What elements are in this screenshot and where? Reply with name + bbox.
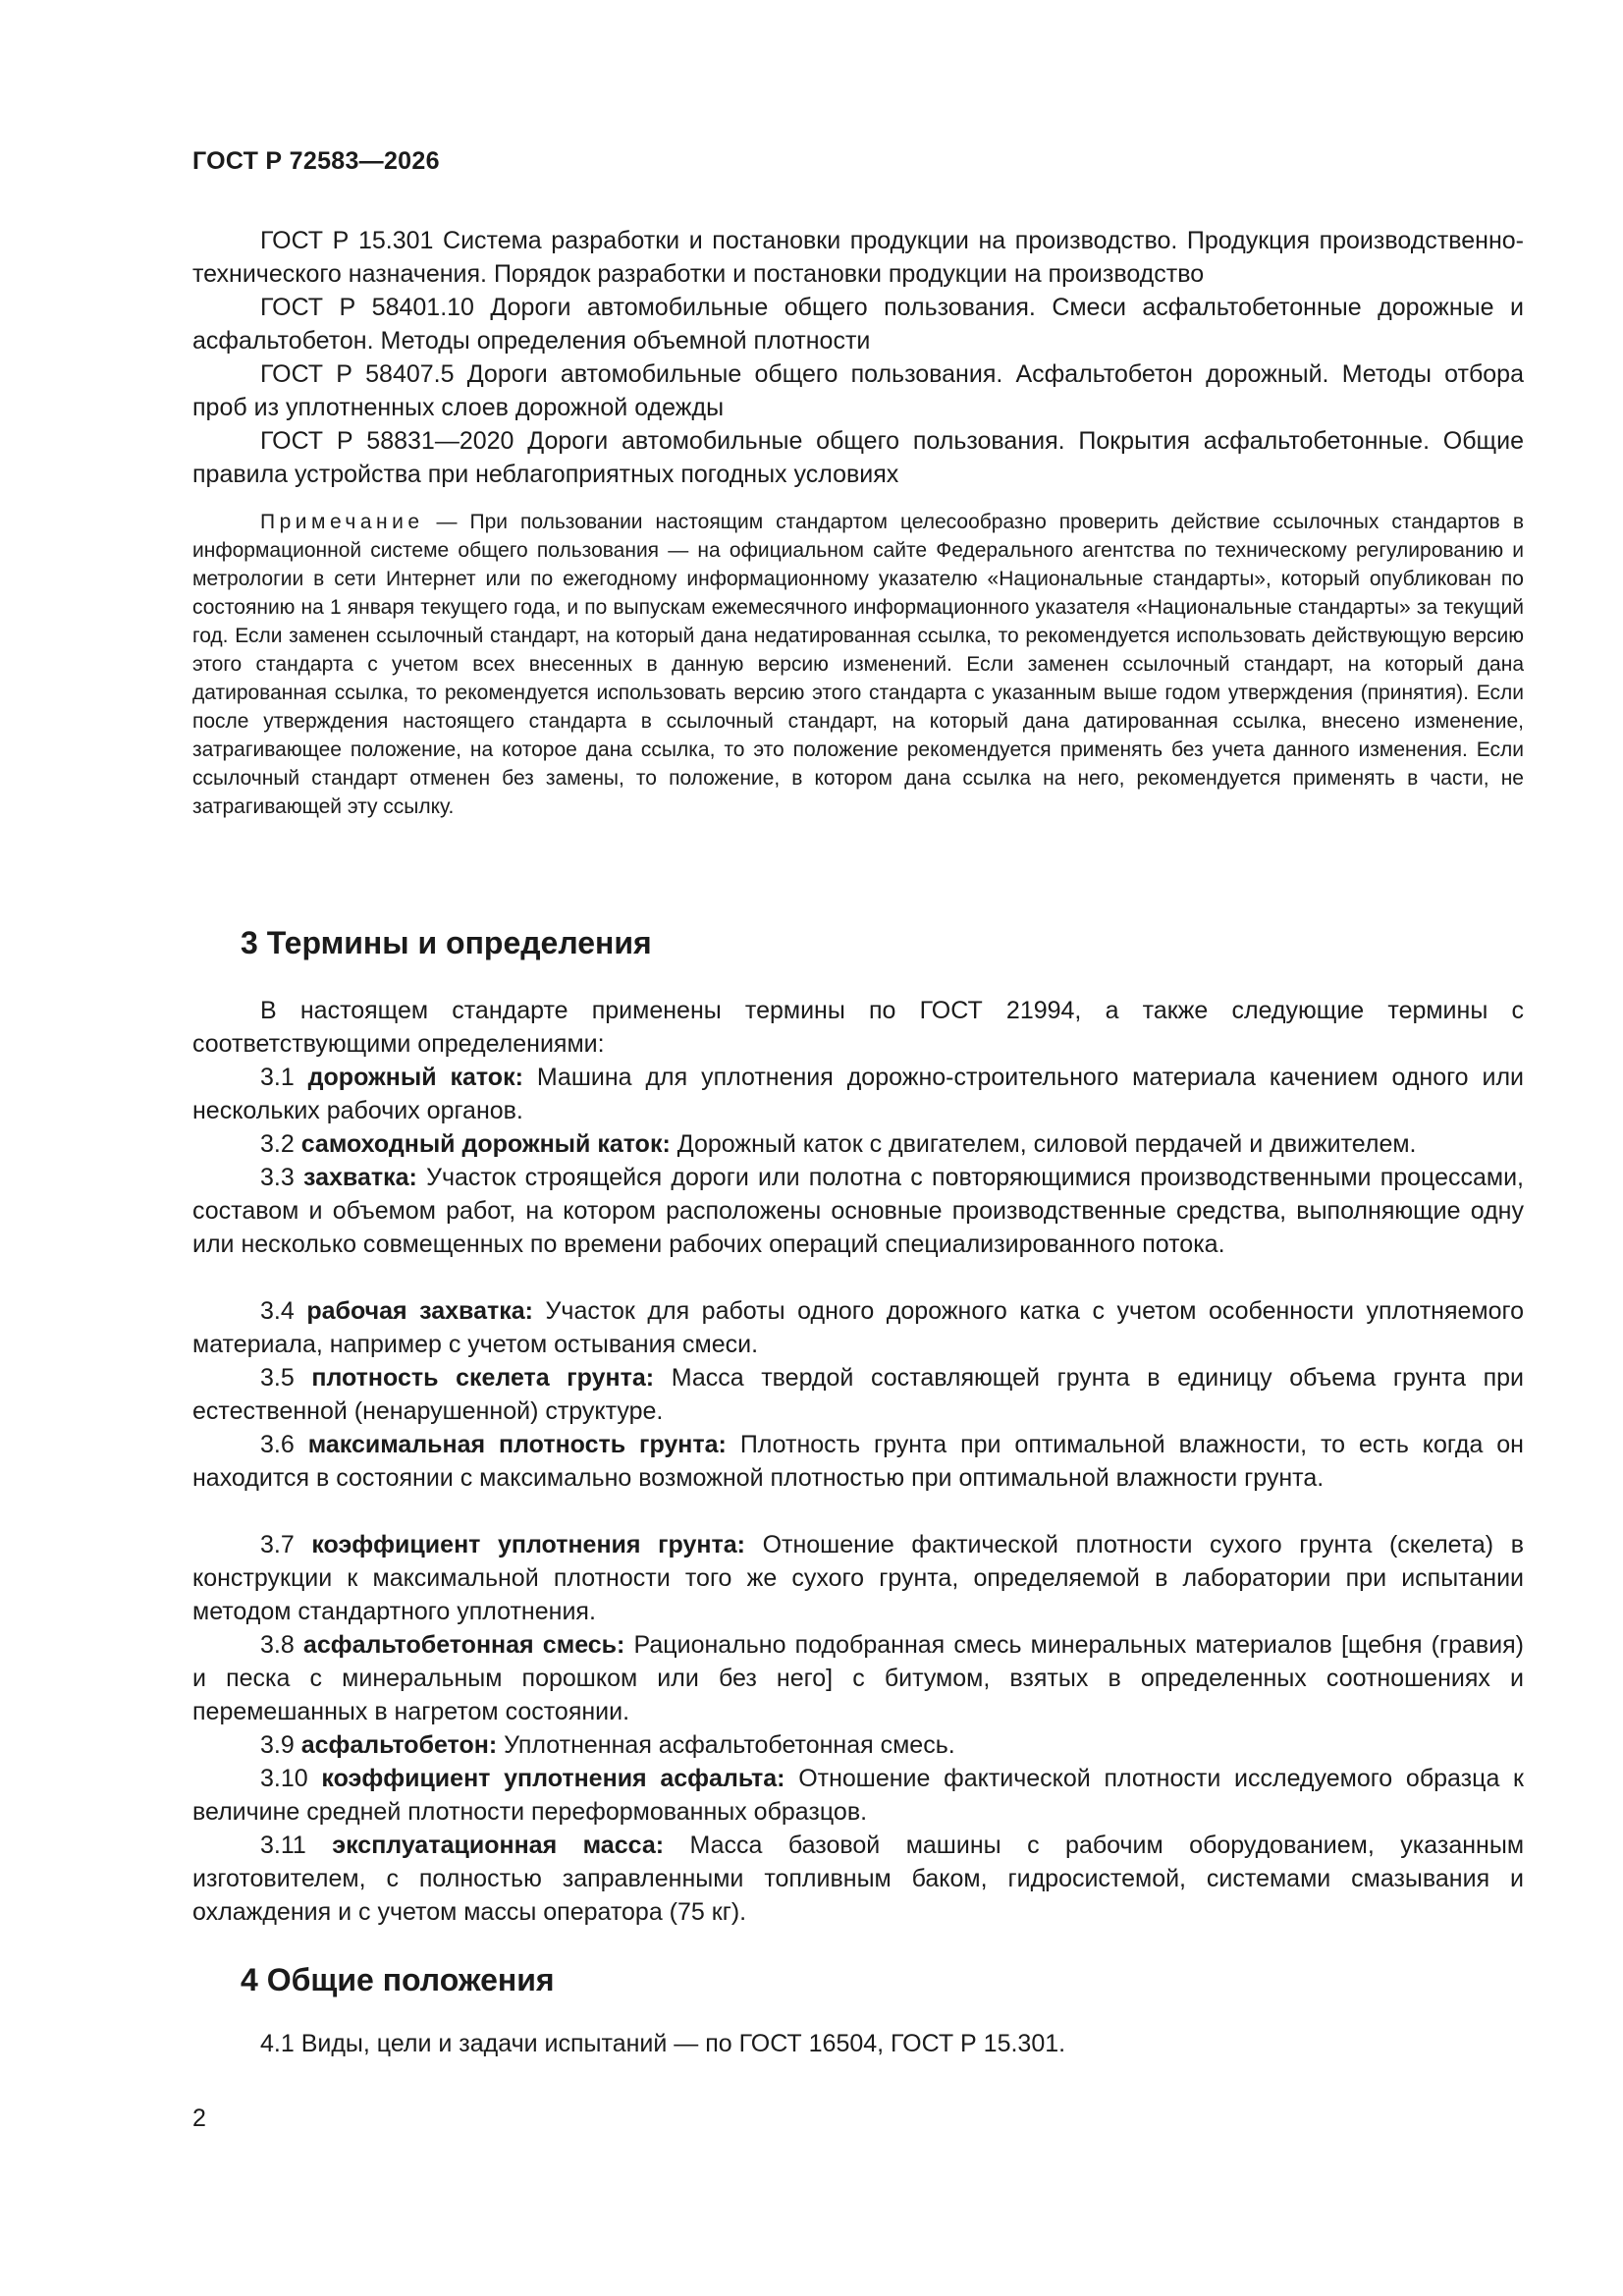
- page-number: 2: [192, 2105, 206, 2132]
- document-header: ГОСТ Р 72583—2026: [192, 147, 440, 175]
- section-4-paragraph: 4.1 Виды, цели и задачи испытаний — по ГОСТ 16504, ГОСТ Р 15.301.: [260, 2030, 1066, 2057]
- term-definition: [192, 1127, 1524, 1161]
- term-name: рабочая захватка:: [306, 1297, 533, 1325]
- term-text: Масса твердой составляющей грунта в единицу объема грунта при естественной (ненарушенной) структуре.: [192, 1364, 1525, 1425]
- term-name: асфальтобетон:: [300, 1731, 498, 1759]
- term-text: Участок для работы одного дорожного катка с учетом особенности уплотняемого материала, например с учетом остывания смеси.: [192, 1297, 1524, 1358]
- term-definition: [192, 1294, 1524, 1361]
- term-name: коэффициент уплотнения грунта:: [311, 1531, 745, 1558]
- term-number: 3.11: [260, 1831, 306, 1859]
- section-3-intro: В настоящем стандарте применены термины по ГОСТ 21994, а также следующие термины с соответствующими определениями:: [192, 997, 1524, 1058]
- term-definition: [192, 1762, 1524, 1829]
- reference-item: ГОСТ Р 15.301 Система разработки и постановки продукции на производство. Продукция производственно-технического назначения. Порядок разработки и постановки продукции на производство: [192, 227, 1524, 288]
- term-text: Масса базовой машины с рабочим оборудованием, указанным изготовителем, с полностью заправленными топливным баком, гидросистемой, системами смазывания и охлаждения и с учетом массы оператора (75 кг).: [192, 1831, 1525, 1926]
- term-text: Плотность грунта при оптимальной влажности, то есть когда он находится в состоянии с максимально возможной плотностью при оптимальной влажности грунта.: [192, 1431, 1524, 1492]
- term-text: Дорожный каток с двигателем, силовой пердачей и движителем.: [676, 1130, 1417, 1158]
- term-definition: [192, 1061, 1524, 1127]
- term-text: Уплотненная асфальтобетонная смесь.: [504, 1731, 955, 1759]
- term-text: Рационально подобранная смесь минеральных материалов [щебня (гравия) и песка с минеральным порошком или без него] с битумом, взятых в определенных соотношениях и перемешанных в нагретом состоянии.: [192, 1631, 1524, 1725]
- reference-item: ГОСТ Р 58401.10 Дороги автомобильные общего пользования. Смеси асфальтобетонные дорожные и асфальтобетон. Методы определения объемной плотности: [192, 294, 1524, 355]
- term-text: Участок строящейся дороги или полотна с повторяющимися производственными процессами, составом и объемом работ, на котором расположены основные производственные средства, выполняющие одну или несколько совмещенных по времени рабочих операций специализированного потока.: [192, 1164, 1524, 1258]
- reference-item: ГОСТ Р 58831—2020 Дороги автомобильные общего пользования. Покрытия асфальтобетонные. Общие правила устройства при неблагоприятных погодных условиях: [192, 427, 1524, 488]
- term-definition: [192, 1428, 1524, 1495]
- term-name: асфальтобетонная смесь:: [302, 1631, 625, 1659]
- term-definition: [192, 1528, 1524, 1628]
- term-definition: [192, 1628, 1524, 1728]
- term-name: коэффициент уплотнения асфальта:: [321, 1765, 785, 1792]
- term-number: 3.4: [260, 1297, 295, 1325]
- term-name: эксплуатационная масса:: [332, 1831, 665, 1859]
- reference-note: [192, 508, 1524, 821]
- term-text: Отношение фактической плотности исследуемого образца к величине средней плотности переформованных образцов.: [192, 1765, 1524, 1826]
- term-number: 3.3: [260, 1164, 295, 1191]
- term-text: Машина для уплотнения дорожно-строительного материала качением одного или нескольких рабочих органов.: [192, 1064, 1525, 1124]
- term-name: захватка:: [303, 1164, 417, 1191]
- term-number: 3.2: [260, 1130, 295, 1158]
- term-definition: [192, 1829, 1524, 1929]
- term-name: плотность скелета грунта:: [311, 1364, 655, 1392]
- term-number: 3.5: [260, 1364, 295, 1392]
- term-name: дорожный каток:: [307, 1064, 523, 1091]
- term-number: 3.10: [260, 1765, 308, 1792]
- section-4-heading: 4 Общие положения: [241, 1962, 555, 1997]
- note-text: — При пользовании настоящим стандартом целесообразно проверить действие ссылочных стандартов в информационной системе общего пользования — на официальном сайте Федерального агентства по техническому регулированию и метрологии в сети Интернет или по ежегодному информационному указателю «Национальные стандарты», который опубликован по состоянию на 1 января текущего года, и по выпускам ежемесячного информационного указателя «Национальные стандарты» за текущий год. Если заменен ссылочный стандарт, на который дана недатированная ссылка, то рекомендуется использовать действующую версию этого стандарта с учетом всех внесенных в данную версию изменений. Если заменен ссылочный стандарт, на который дана датированная ссылка, то рекомендуется использовать версию этого стандарта с указанным выше годом утверждения (принятия). Если после утверждения настоящего стандарта в ссылочный стандарт, на который дана датированная ссылка, внесено изменение, затрагивающее положение, на которое дана ссылка, то это положение рекомендуется применять без учета данного изменения. Если ссылочный стандарт отменен без замены, то положение, в котором дана ссылка на него, рекомендуется применять в части, не затрагивающей эту ссылку.: [192, 511, 1524, 818]
- term-definition: [192, 1361, 1524, 1428]
- term-number: 3.6: [260, 1431, 295, 1458]
- term-number: 3.9: [260, 1731, 295, 1759]
- term-number: 3.7: [260, 1531, 295, 1558]
- reference-item: ГОСТ Р 58407.5 Дороги автомобильные общего пользования. Асфальтобетон дорожный. Методы отбора проб из уплотненных слоев дорожной одежды: [192, 360, 1524, 421]
- term-name: самоходный дорожный каток:: [300, 1130, 671, 1158]
- term-number: 3.8: [260, 1631, 295, 1659]
- term-name: максимальная плотность грунта:: [307, 1431, 727, 1458]
- term-text: Отношение фактической плотности сухого грунта (скелета) в конструкции к максимальной плотности того же сухого грунта, определяемой в лаборатории при испытании методом стандартного уплотнения.: [192, 1531, 1525, 1625]
- term-definition: [192, 1161, 1524, 1261]
- term-number: 3.1: [260, 1064, 295, 1091]
- section-3-heading: 3 Термины и определения: [241, 925, 652, 960]
- note-label: Примечание: [260, 511, 424, 533]
- term-definition: [192, 1728, 1524, 1762]
